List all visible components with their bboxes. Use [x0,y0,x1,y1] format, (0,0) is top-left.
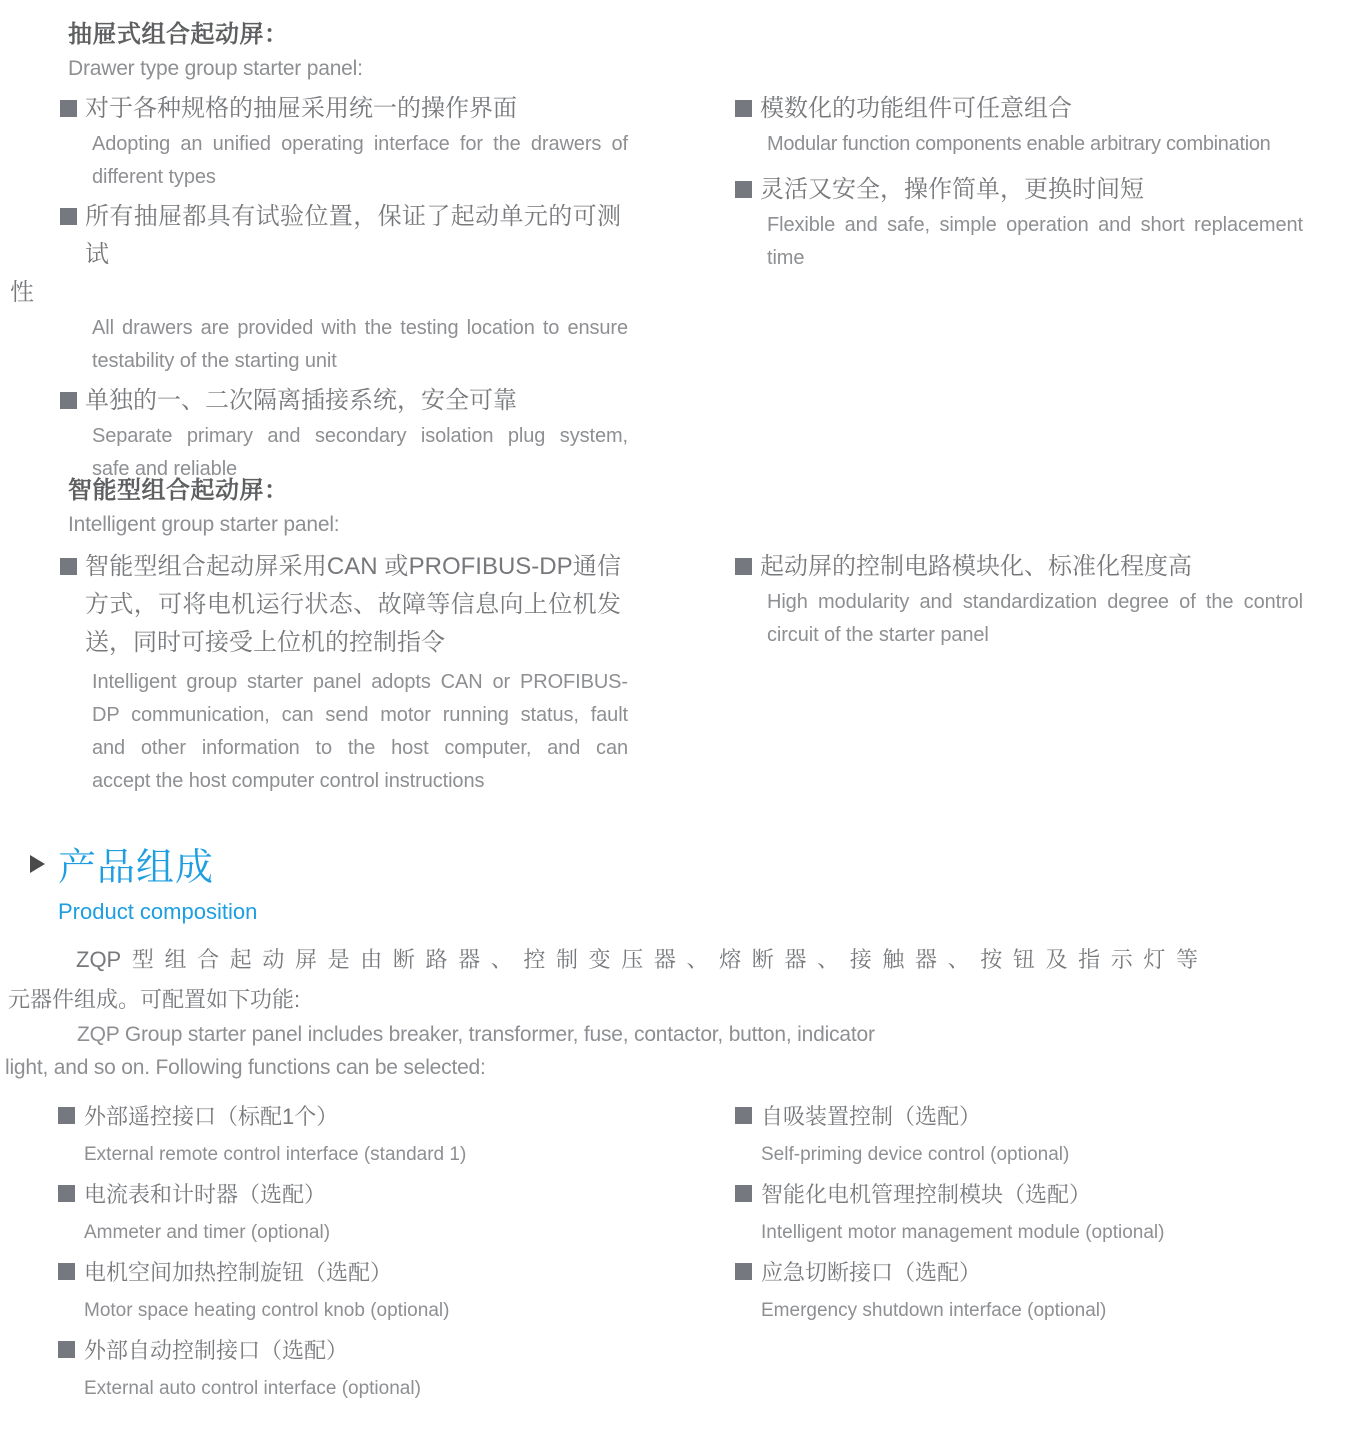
composition-section-header [30,836,257,925]
feature-en-line: All drawers are provided with the testing location to ensure [92,317,628,339]
bullet-square-icon [735,100,752,117]
feature-en-line: accept the host computer control instructions [92,770,485,792]
feature-en-block [60,666,628,798]
paragraph-line: 元器件组成。可配置如下功能: [8,987,301,1012]
function-zh-line [735,1254,1345,1292]
function-item [58,1332,698,1408]
feature-en-line: testability of the starting unit [92,350,337,372]
feature-en-line: time [767,247,805,269]
feature-en-line: Modular function components enable arbitrary combination [767,133,1271,155]
feature-en-block [735,586,1303,652]
function-en-line: Motor space heating control knob (optional) [84,1300,450,1321]
function-zh-text: 自吸装置控制（选配） [761,1104,982,1129]
feature-en-line: circuit of the starter panel [767,624,989,646]
bullet-square-icon [60,100,77,117]
feature-en-line: High modularity and standardization degree of the control [767,591,1303,613]
bullet-square-icon [735,1185,752,1202]
composition-paragraph-en [5,1018,1105,1084]
feature-zh-text: 起动屏的控制电路模块化、标准化程度高 [760,553,1192,580]
function-zh-line [58,1332,698,1370]
feature-zh-line [60,90,621,128]
bullet-square-icon [735,1263,752,1280]
feature-item [60,90,700,194]
feature-zh-line [735,548,1296,586]
feature-en-line: Separate primary and secondary isolation plug system, [92,425,628,447]
feature-zh-line: 方式，可将电机运行状态、故障等信息向上位机发 [85,591,621,618]
functions-left-column [58,1098,698,1410]
drawer-title-zh: 抽屉式组合起动屏： [68,21,289,48]
function-en-line: Self-priming device control (optional) [761,1144,1070,1165]
function-zh-text: 智能化电机管理控制模块（选配） [761,1182,1092,1207]
paragraph-line: ZQP Group starter panel includes breaker, transformer, fuse, contactor, button, indicator [77,1023,875,1046]
bullet-square-icon [735,181,752,198]
feature-item [60,382,700,486]
feature-zh-text: 单独的一、二次隔离插接系统，安全可靠 [85,387,517,414]
feature-en-line: DP communication, can send motor running status, fault [92,704,628,726]
drawer-right-column [735,90,1345,279]
feature-item [60,548,700,798]
function-zh-line [735,1098,1345,1136]
function-zh-line [58,1254,698,1292]
feature-zh-line [735,171,1296,209]
function-en-line: Intelligent motor management module (optional) [761,1222,1165,1243]
feature-zh-line [735,90,1296,128]
bullet-square-icon [735,1107,752,1124]
feature-zh-overflow: 性 [10,279,34,306]
paragraph-line: light, and so on. Following functions can be selected: [5,1056,486,1079]
bullet-square-icon [58,1263,75,1280]
bullet-square-icon [60,558,77,575]
function-en-line: External auto control interface (optional) [84,1378,421,1399]
feature-zh-text: 模数化的功能组件可任意组合 [760,95,1072,122]
function-item [58,1254,698,1330]
feature-zh-line [60,382,621,420]
feature-en-block [60,128,628,194]
feature-zh-line: 送，同时可接受上位机的控制指令 [85,629,445,656]
function-item [735,1098,1345,1174]
function-en-line: Ammeter and timer (optional) [84,1222,331,1243]
feature-item [735,171,1345,275]
function-zh-text: 电流表和计时器（选配） [84,1182,327,1207]
feature-en-line: Flexible and safe, simple operation and short replacement [767,214,1303,236]
feature-en-line: Intelligent group starter panel adopts CAN or PROFIBUS- [92,671,628,693]
feature-en-line: Adopting an unified operating interface for the drawers of [92,133,628,155]
bullet-square-icon [58,1185,75,1202]
function-item [735,1254,1345,1330]
function-zh-text: 外部自动控制接口（选配） [84,1338,349,1363]
feature-zh-text: 所有抽屉都具有试验位置，保证了起动单元的可测试 [85,203,621,268]
drawer-title-en: Drawer type group starter panel: [68,57,363,80]
feature-item [10,198,700,378]
feature-zh-text: 灵活又安全，操作简单，更换时间短 [760,176,1144,203]
intelligent-right-column [735,548,1345,656]
intelligent-section-header [68,476,339,537]
bullet-square-icon [58,1107,75,1124]
feature-zh-line [60,198,621,274]
composition-title-zh: 产品组成 [58,847,215,889]
functions-right-column [735,1098,1345,1332]
function-zh-text: 外部遥控接口（标配1个） [84,1104,339,1129]
feature-en-line: different types [92,166,216,188]
intelligent-title-zh: 智能型组合起动屏： [68,477,289,504]
composition-title-row [30,836,257,891]
function-item [58,1098,698,1174]
feature-item [735,90,1345,161]
intelligent-title-en: Intelligent group starter panel: [68,513,340,536]
drawer-section-header [68,20,363,81]
function-item [735,1176,1345,1252]
function-en-line: External remote control interface (standard 1) [84,1144,467,1165]
feature-en-block [735,209,1303,275]
function-zh-text: 应急切断接口（选配） [761,1260,982,1285]
arrow-right-icon [30,855,45,873]
intelligent-left-column [60,548,700,802]
feature-en-line: and other information to the host computer, and can [92,737,628,759]
function-zh-text: 电机空间加热控制旋钮（选配） [84,1260,393,1285]
bullet-square-icon [58,1341,75,1358]
function-en-line: Emergency shutdown interface (optional) [761,1300,1107,1321]
function-zh-line [58,1176,698,1214]
composition-paragraph-zh [8,940,1198,1020]
function-zh-line [735,1176,1345,1214]
feature-zh-text: 对于各种规格的抽屉采用统一的操作界面 [85,95,517,122]
feature-en-line: safe and reliable [92,458,238,480]
paragraph-line: ZQP型组合起动屏是由断路器、控制变压器、熔断器、接触器、按钮及指示灯等 [76,947,1198,972]
feature-zh-text: 智能型组合起动屏采用CAN 或PROFIBUS-DP通信 [85,553,621,580]
function-item [58,1176,698,1252]
function-zh-line [58,1098,698,1136]
composition-title-en: Product composition [58,899,258,924]
feature-zh-line [60,548,621,586]
feature-en-block [60,312,628,378]
bullet-square-icon [60,392,77,409]
bullet-square-icon [60,208,77,225]
drawer-left-column [10,90,700,490]
bullet-square-icon [735,558,752,575]
feature-item [735,548,1345,652]
